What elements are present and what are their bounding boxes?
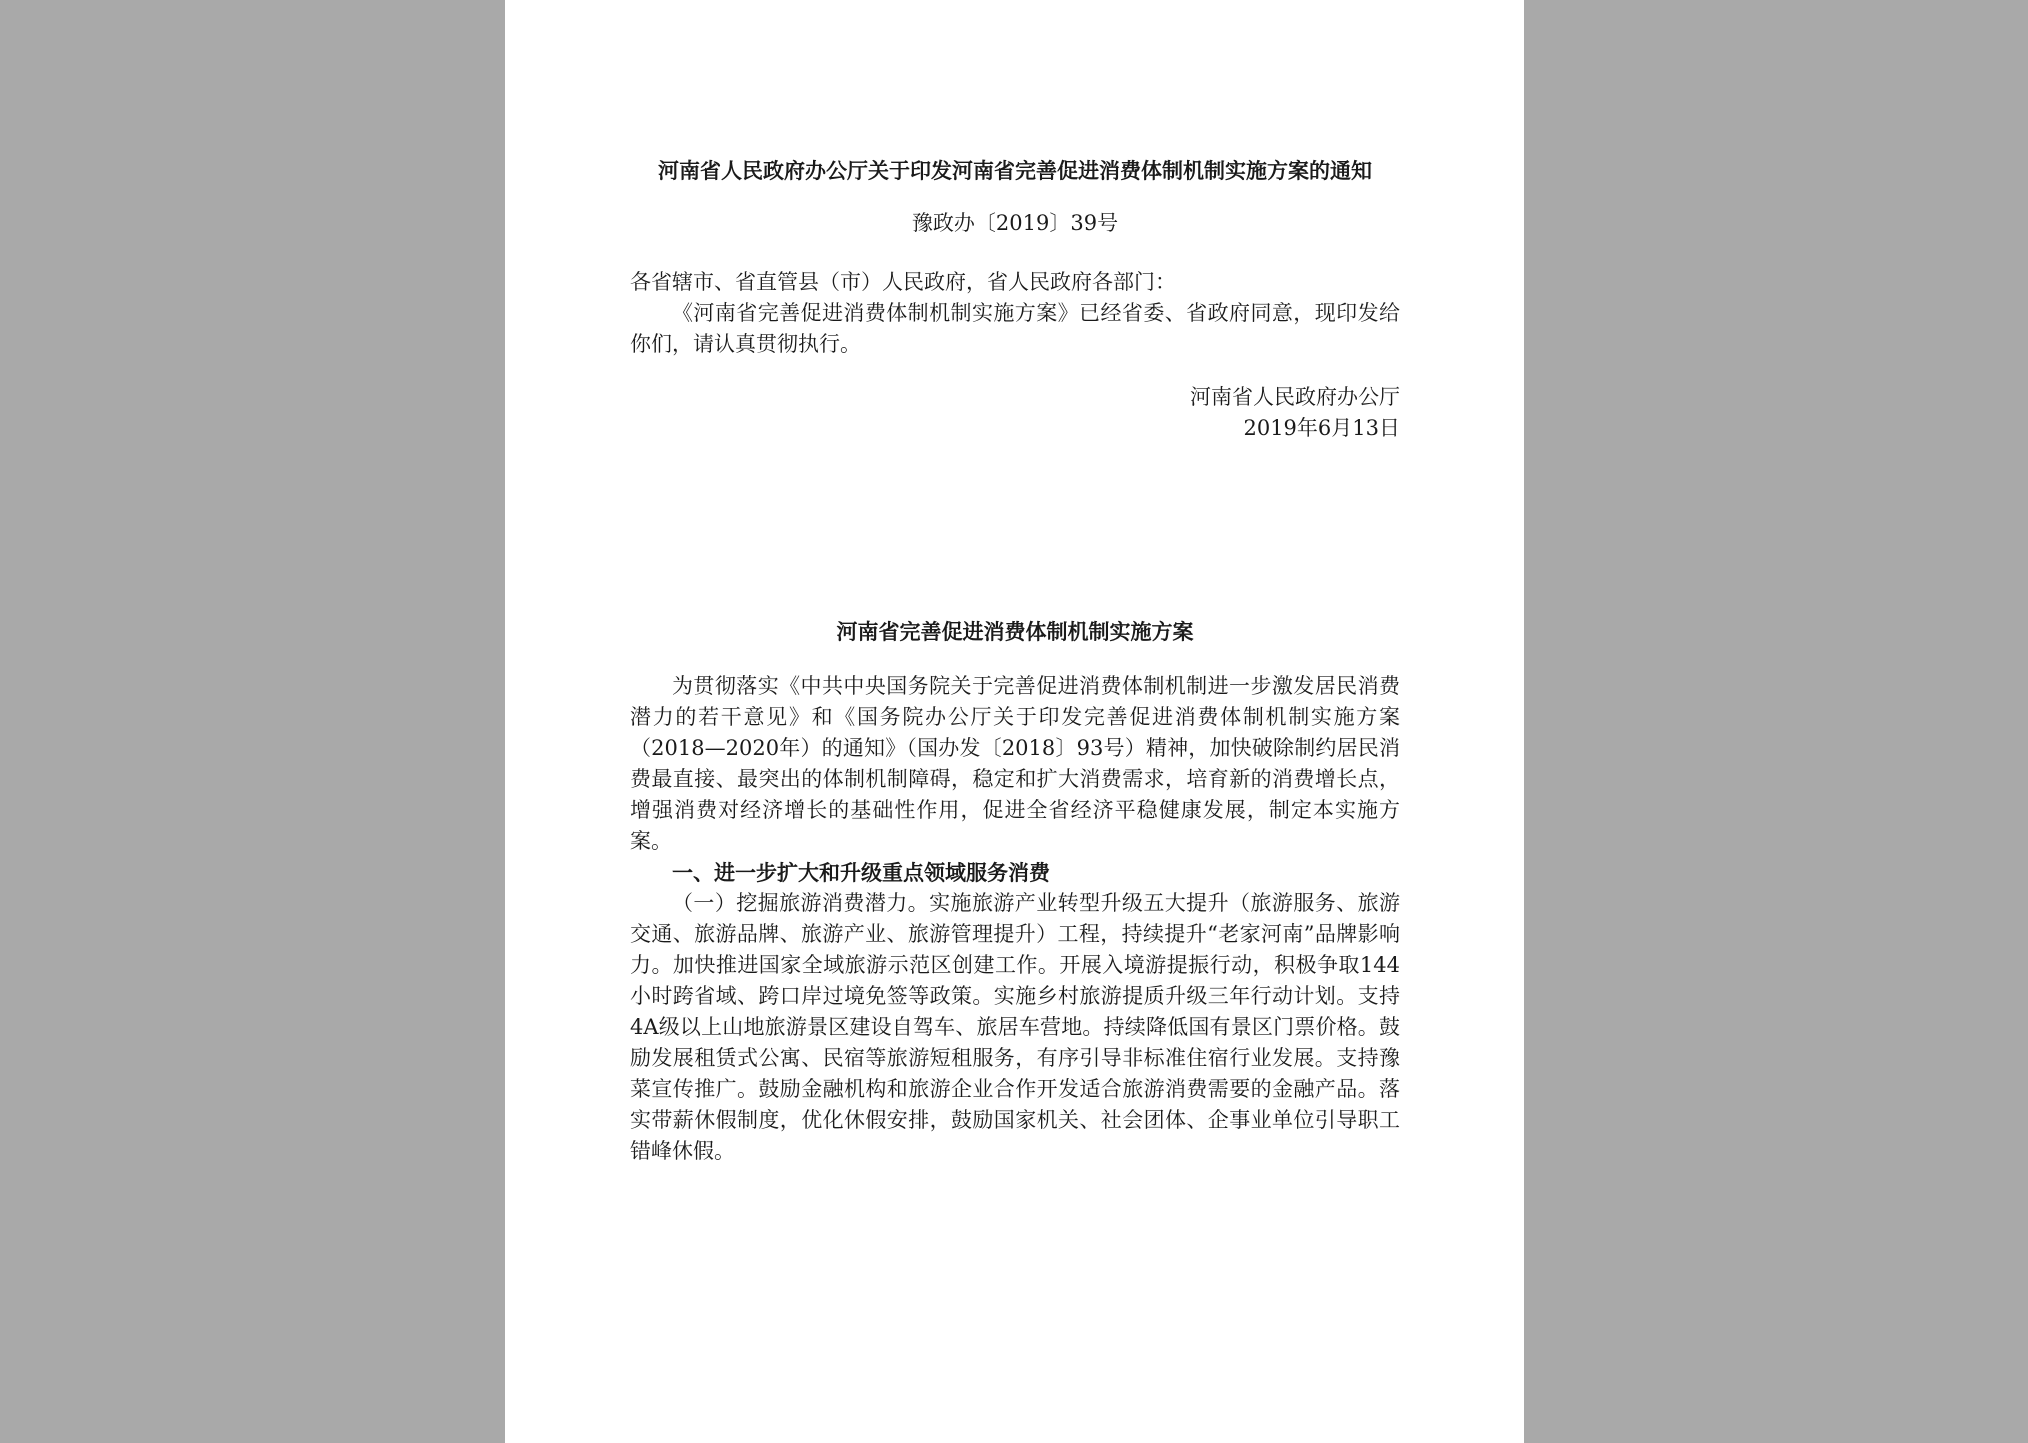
addressee: 各省辖市、省直管县（市）人民政府，省人民政府各部门： xyxy=(630,270,1176,294)
document-page xyxy=(505,0,1524,1443)
section-paragraph: （一）挖掘旅游消费潜力。实施旅游产业转型升级五大提升（旅游服务、旅游交通、旅游品牌、旅游产业、旅游管理提升）工程，持续提升“老家河南”品牌影响力。加快推进国家全域旅游示范区创建工作。开展入境游提振行动，积极争取144小时跨省域、跨口岸过境免签等政策。实施乡村旅游提质升级三年行动计划。支持4A级以上山地旅游景区建设自驾车、旅居车营地。持续降低国有景区门票价格。鼓励发展租赁式公寓、民宿等旅游短租服务，有序引导非标准住宿行业发展。支持豫菜宣传推广。鼓励金融机构和旅游企业合作开发适合旅游消费需要的金融产品。落实带薪休假制度，优化休假安排，鼓励国家机关、社会团体、企事业单位引导职工错峰休假。 xyxy=(630,891,1400,1163)
plan-intro: 为贯彻落实《中共中央国务院关于完善促进消费体制机制进一步激发居民消费潜力的若干意见》和《国务院办公厅关于印发完善促进消费体制机制实施方案（2018—2020年）的通知》（国办发〔2018〕93号）精神，加快破除制约居民消费最直接、最突出的体制机制障碍，稳定和扩大消费需求，培育新的消费增长点，增强消费对经济增长的基础性作用，促进全省经济平稳健康发展，制定本实施方案。 xyxy=(630,674,1400,853)
notice-title: 河南省人民政府办公厅关于印发河南省完善促进消费体制机制实施方案的通知 xyxy=(658,158,1372,183)
document-number: 豫政办〔2019〕39号 xyxy=(911,211,1119,235)
issuer: 河南省人民政府办公厅 xyxy=(1190,385,1400,409)
notice-body: 《河南省完善促进消费体制机制实施方案》已经省委、省政府同意，现印发给你们，请认真贯彻执行。 xyxy=(630,301,1400,356)
section-heading: 一、进一步扩大和升级重点领域服务消费 xyxy=(672,860,1050,885)
plan-title: 河南省完善促进消费体制机制实施方案 xyxy=(836,619,1194,644)
issue-date: 2019年6月13日 xyxy=(1243,416,1400,440)
signature-block xyxy=(630,382,1400,444)
document-content xyxy=(630,155,1400,1167)
